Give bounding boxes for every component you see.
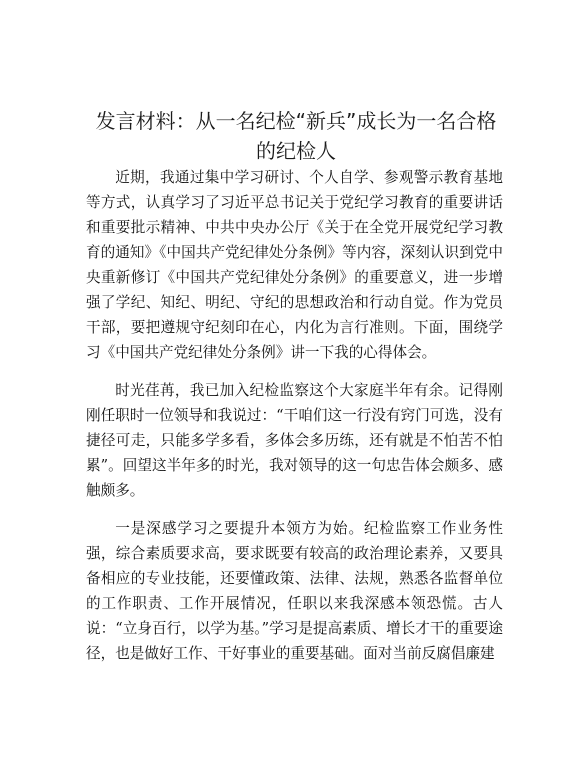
paragraph-intro: 近期，我通过集中学习研讨、个人自学、参观警示教育基地等方式，认真学习了习近平总书记关于党纪学习教育的重要讲话和重要批示精神、中共中央办公厅《关于在全党开展党纪学习教育的通知》《中国共产党纪律处分条例》等内容，深刻认识到党中央重新修订《中国共产党纪律处分条例》的重要意义，进一步增强了学纪、知纪、明纪、守纪的思想政治和行动自觉。作为党员干部，要把遵规守纪刻印在心，内化为言行准则。下面，围绕学习《中国共产党纪律处分条例》讲一下我的心得体会。 [86,169,503,361]
document-body [86,165,503,666]
paragraph-point-one: 一是深感学习之要提升本领方为始。纪检监察工作业务性强，综合素质要求高，要求既要有较高的政治理论素养，又要具备相应的专业技能，还要懂政策、法律、法规，熟悉各监督单位的工作职责、工作开展情况，任职以来我深感本领恐慌。古人说：“立身百行，以学为基。”学习是提高素质、增长才干的重要途径，也是做好工作、干好事业的重要基础。面对当前反腐倡廉建 [86,520,503,662]
document-title: 发言材料：从一名纪检“新兵”成长为一名合格的纪检人 [95,109,497,163]
paragraph-reflection: 时光荏苒，我已加入纪检监察这个大家庭半年有余。记得刚刚任职时一位领导和我说过：“干咱们这一行没有窍门可选，没有捷径可走，只能多学多看，多体会多历练，还有就是不怕苦不怕累”。回望这半年多的时光，我对领导的这一句忠告体会颇多、感触颇多。 [86,382,503,499]
